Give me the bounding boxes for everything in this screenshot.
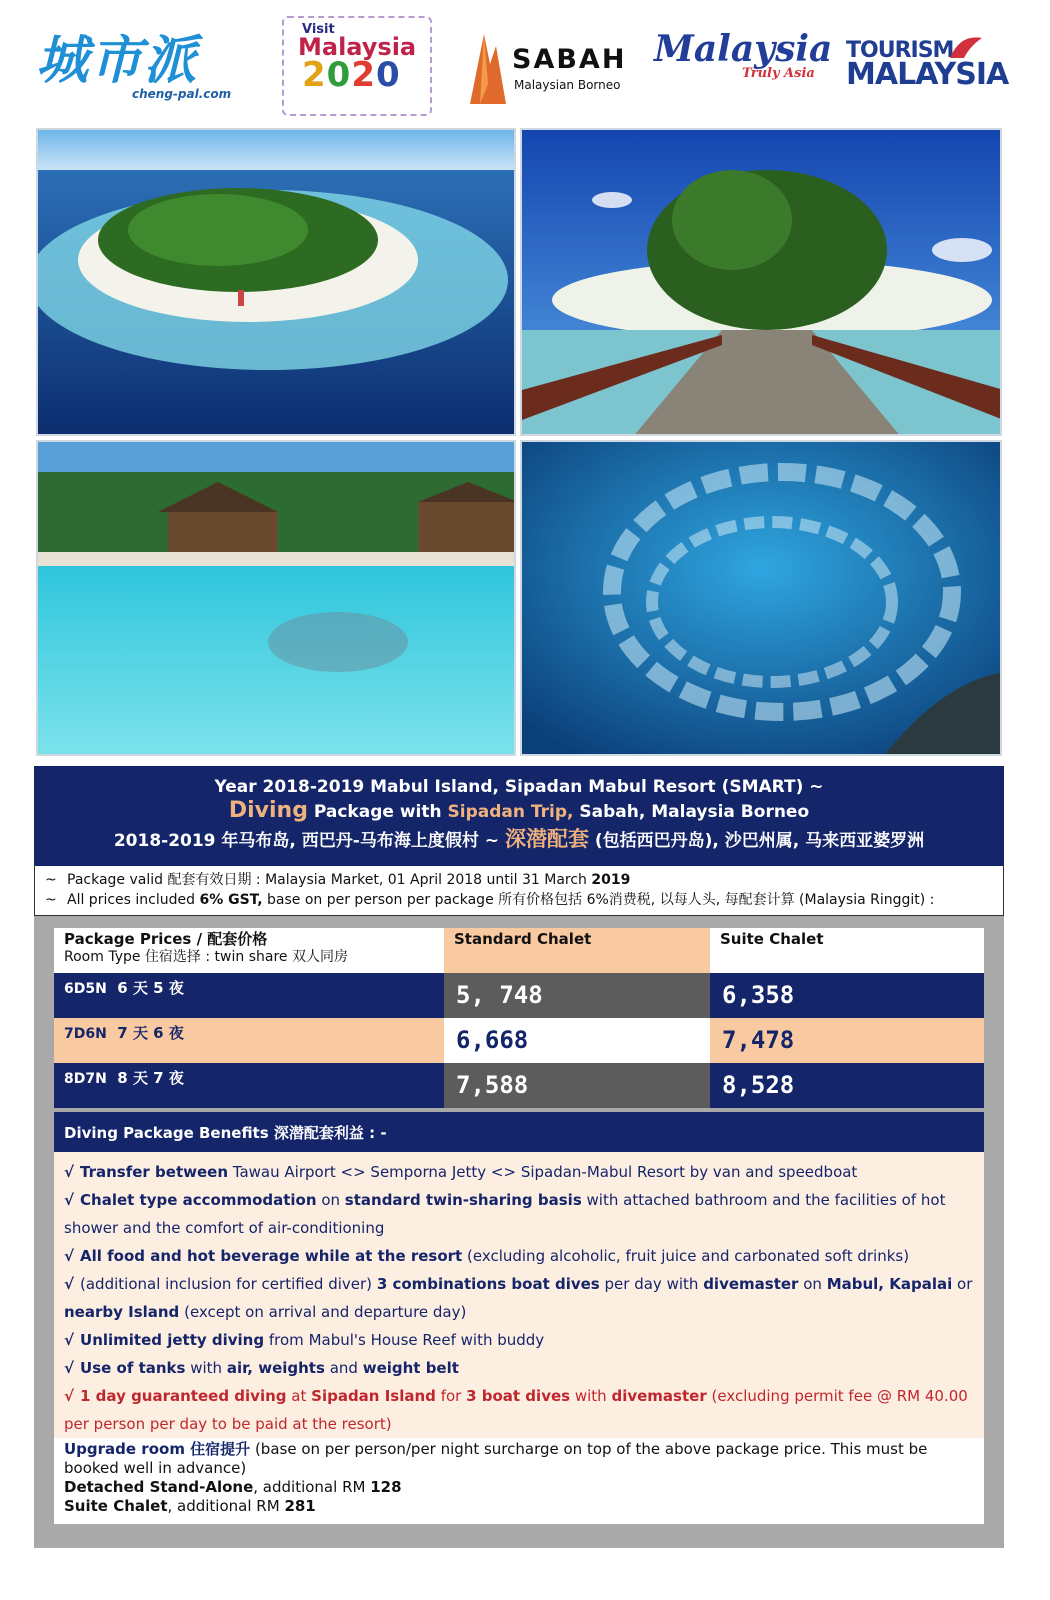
benefits-list xyxy=(54,1152,984,1438)
benefit-text: Tawau Airport <> Semporna Jetty <> Sipadan-Mabul Resort by van and speedboat xyxy=(232,1163,858,1181)
cheng-pal-title: 城市派 xyxy=(36,30,199,91)
title-cn-b: 深潜配套 xyxy=(504,827,589,851)
price-row xyxy=(54,1063,984,1108)
suite-price: 6,358 xyxy=(710,973,984,1018)
tilde: ~ xyxy=(45,872,57,888)
year-digit: 2 xyxy=(302,55,327,95)
title-package: Package with xyxy=(313,802,442,822)
benefit-bold: Use of tanks xyxy=(80,1359,186,1377)
tourism-malaysia-logo xyxy=(846,38,1026,118)
package-title-box xyxy=(34,766,1004,866)
fish-photo xyxy=(520,440,1002,756)
benefit-item-sipadan xyxy=(64,1382,974,1438)
benefit-text: with xyxy=(574,1387,607,1405)
upgrade-room-box xyxy=(54,1438,984,1524)
benefit-text: on xyxy=(803,1275,822,1293)
benefit-text: at xyxy=(291,1387,307,1405)
standard-price: 6,668 xyxy=(444,1018,710,1063)
detached-label: Detached Stand-Alone xyxy=(64,1478,254,1496)
benefit-bold: Sipadan Island xyxy=(311,1387,436,1405)
package-prices-label: Package Prices / 配套价格 xyxy=(64,930,268,948)
benefit-item xyxy=(64,1354,974,1382)
upgrade-label: Upgrade room 住宿提升 xyxy=(64,1440,251,1458)
sabah-logo xyxy=(462,24,632,114)
title-cn-a: 2018-2019 年马布岛, 西巴丹-马布海上度假村 ~ xyxy=(113,831,500,851)
visit-malaysia-year xyxy=(302,55,426,95)
detached-mid: , additional RM xyxy=(253,1478,366,1496)
tourism-line2: MALAYSIA xyxy=(846,57,1009,92)
title-cn-c: (包括西巴丹岛), 沙巴州属, 马来西亚婆罗洲 xyxy=(594,831,925,851)
benefit-bold: Transfer between xyxy=(80,1163,229,1181)
check-icon: √ xyxy=(64,1191,75,1209)
benefit-text: (excluding alcoholic, fruit juice and carbonated soft drinks) xyxy=(467,1247,910,1265)
check-icon: √ xyxy=(64,1275,75,1293)
benefit-text: or xyxy=(957,1275,973,1293)
visit-malaysia-word: Malaysia xyxy=(298,33,417,61)
title-location: Sabah, Malaysia Borneo xyxy=(579,802,810,822)
benefit-bold: divemaster xyxy=(703,1275,799,1293)
benefit-item xyxy=(64,1158,974,1186)
jetty-photo xyxy=(520,128,1002,436)
row-label xyxy=(54,973,444,1018)
validity-line2 xyxy=(45,890,993,910)
year-digit: 0 xyxy=(376,55,401,95)
sabah-mountain-icon xyxy=(462,24,512,114)
title-diving: Diving xyxy=(228,798,308,823)
benefit-bold: standard twin-sharing basis xyxy=(344,1191,582,1209)
benefit-bold: 3 combinations boat dives xyxy=(376,1275,600,1293)
row-code: 7D6N xyxy=(64,1026,107,1042)
benefit-text: (excluding permit fee @ RM 40.00 per person per day to be paid at the resort) xyxy=(64,1387,968,1433)
title-line1: Year 2018-2019 Mabul Island, Sipadan Mabul Resort (SMART) ~ xyxy=(214,777,824,797)
benefit-bold: Chalet type accommodation xyxy=(80,1191,317,1209)
standard-price: 7,588 xyxy=(444,1063,710,1108)
row-cn: 6 天 5 夜 xyxy=(117,979,184,997)
photo-grid xyxy=(36,128,1004,756)
suite-mid: , additional RM xyxy=(167,1497,280,1515)
benefit-bold: All food and hot beverage while at the resort xyxy=(80,1247,463,1265)
row-cn: 7 天 6 夜 xyxy=(117,1024,184,1042)
benefit-text: (except on arrival and departure day) xyxy=(184,1303,467,1321)
upgrade-note: (base on per person/per night surcharge on top of the above package price. This must be booked well in advance) xyxy=(64,1440,928,1477)
col-suite-chalet: Suite Chalet xyxy=(710,928,984,973)
validity-text: Package valid 配套有效日期 : Malaysia Market, 01 April 2018 until 31 March xyxy=(67,872,587,888)
benefit-bold: 3 boat dives xyxy=(466,1387,571,1405)
gst-value: 6% GST, xyxy=(199,892,263,908)
benefit-text: (additional inclusion for certified diver) xyxy=(80,1275,373,1293)
year-digit: 0 xyxy=(326,55,352,95)
benefit-item xyxy=(64,1242,974,1270)
row-code: 8D7N xyxy=(64,1071,107,1087)
title-line2 xyxy=(34,798,1004,825)
benefit-bold: air, weights xyxy=(226,1359,325,1377)
row-code: 6D5N xyxy=(64,981,107,997)
validity-box xyxy=(34,866,1004,916)
suite-price: 7,478 xyxy=(710,1018,984,1063)
visit-malaysia-2020-logo xyxy=(282,16,432,116)
upgrade-detached xyxy=(64,1478,974,1497)
title-sipadan: Sipadan Trip, xyxy=(447,802,574,822)
upgrade-suite xyxy=(64,1497,974,1516)
validity-line1 xyxy=(45,870,993,890)
year-digit: 2 xyxy=(351,55,377,95)
gst-rest: base on per person per package 所有价格包括 6%消费税, 以每人头, 每配套计算 (Malaysia Ringgit) : xyxy=(267,892,935,908)
row-label xyxy=(54,1063,444,1108)
benefit-item xyxy=(64,1270,974,1326)
check-icon: √ xyxy=(64,1247,75,1265)
benefit-bold: weight belt xyxy=(362,1359,459,1377)
standard-price: 5, 748 xyxy=(444,973,710,1018)
mta-word: Malaysia xyxy=(654,28,833,70)
benefit-item xyxy=(64,1326,974,1354)
title-line3 xyxy=(34,825,1004,855)
suite-price: 8,528 xyxy=(710,1063,984,1108)
sabah-word: SABAH xyxy=(512,44,627,75)
visit-malaysia-top: Visit xyxy=(302,22,335,37)
price-row xyxy=(54,973,984,1018)
price-header-row xyxy=(54,928,984,973)
logo-strip xyxy=(30,10,1030,120)
benefit-bold: 1 day guaranteed diving xyxy=(80,1387,287,1405)
tourism-flag-icon xyxy=(946,32,986,62)
benefit-item xyxy=(64,1186,974,1242)
benefit-text: with attached bathroom and the facilities of hot shower and the comfort of air-conditioning xyxy=(64,1191,946,1237)
benefit-bold: nearby Island xyxy=(64,1303,180,1321)
price-row xyxy=(54,1018,984,1063)
validity-year: 2019 xyxy=(591,872,631,888)
tourism-line1: TOURISM xyxy=(846,38,954,63)
island-photo xyxy=(36,128,516,436)
room-type-label: Room Type 住宿选择 : twin share 双人同房 xyxy=(64,949,348,965)
resort-photo xyxy=(36,440,516,756)
benefit-text: per day with xyxy=(604,1275,699,1293)
check-icon: √ xyxy=(64,1163,75,1181)
check-icon: √ xyxy=(64,1331,75,1349)
detached-price: 128 xyxy=(370,1478,402,1496)
check-icon: √ xyxy=(64,1387,75,1405)
cheng-pal-logo xyxy=(36,18,246,118)
price-header-label xyxy=(54,928,444,973)
benefit-text: on xyxy=(321,1191,341,1209)
col-standard-chalet: Standard Chalet xyxy=(444,928,710,973)
benefit-bold: Mabul, Kapalai xyxy=(826,1275,953,1293)
benefit-text: for xyxy=(440,1387,462,1405)
row-cn: 8 天 7 夜 xyxy=(117,1069,184,1087)
benefit-bold: divemaster xyxy=(611,1387,707,1405)
benefit-text: from Mabul's House Reef with buddy xyxy=(268,1331,545,1349)
benefit-bold: Unlimited jetty diving xyxy=(80,1331,265,1349)
mta-tagline: Truly Asia xyxy=(742,66,815,81)
sabah-sub: Malaysian Borneo xyxy=(514,78,621,92)
price-table xyxy=(54,928,984,1108)
cheng-pal-url: cheng-pal.com xyxy=(132,87,232,101)
malaysia-truly-asia-logo xyxy=(654,28,833,118)
gst-text: All prices included xyxy=(67,892,196,908)
benefit-text: with xyxy=(190,1359,223,1377)
benefits-header: Diving Package Benefits 深潜配套利益 : - xyxy=(54,1112,984,1152)
check-icon: √ xyxy=(64,1359,75,1377)
suite-price: 281 xyxy=(284,1497,316,1515)
tilde: ~ xyxy=(45,892,57,908)
row-label xyxy=(54,1018,444,1063)
upgrade-intro xyxy=(64,1440,974,1478)
benefit-text: and xyxy=(329,1359,358,1377)
suite-label: Suite Chalet xyxy=(64,1497,168,1515)
